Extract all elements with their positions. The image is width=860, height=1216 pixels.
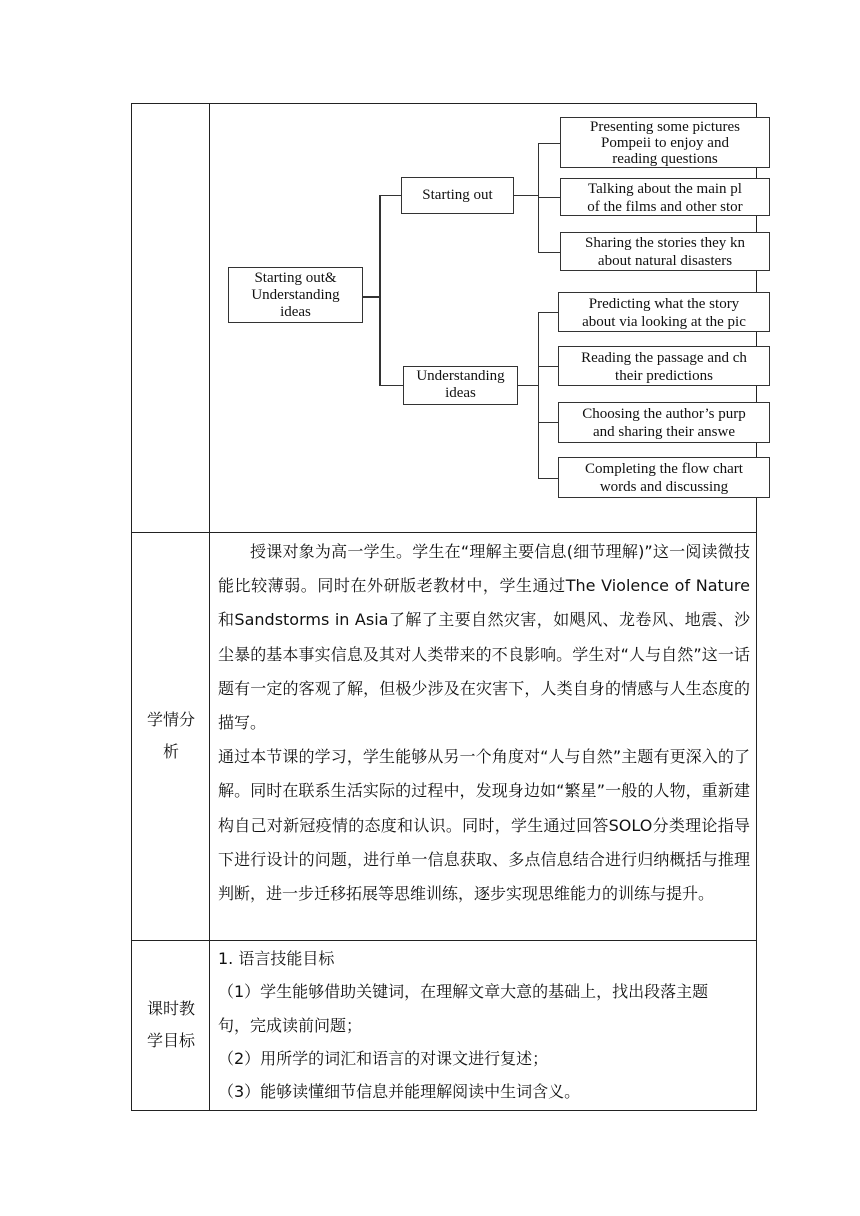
objectives-label-line: 课时教 bbox=[146, 999, 195, 1018]
objectives-item: （3）能够读懂细节信息并能理解阅读中生词含义。 bbox=[218, 1082, 581, 1102]
objectives-item: 句，完成读前问题； bbox=[218, 1015, 363, 1035]
analysis-paragraph: 授课对象为高一学生。学生在“理解主要信息(细节理解)”这一阅读微技能比较薄弱。同时在外研版老教材中，学生通过The Violence of Nature和Sandstorms in Asia了解了主要自然灾害，如飓风、龙卷风、地震、沙尘暴的基本事实信息及其对人类带来的不良影响。学生对“人与自然”这一话题有一定的客观了解，但极少涉及在灾害下，人类自身的情感与人生态度的描写。 bbox=[218, 542, 750, 733]
objectives-item: （1）学生能够借助关键词，在理解文章大意的基础上，找出段落主题 bbox=[218, 982, 709, 1002]
column-divider bbox=[209, 103, 210, 1111]
connector bbox=[538, 143, 539, 253]
diagram-leaf-box: Talking about the main pl of the films and other stor bbox=[560, 178, 770, 216]
analysis-label bbox=[132, 704, 210, 768]
diagram-branch-box: Starting out bbox=[401, 177, 514, 214]
connector bbox=[538, 366, 558, 367]
connector bbox=[514, 195, 539, 196]
connector bbox=[538, 143, 560, 144]
objectives-text bbox=[218, 942, 752, 1108]
analysis-label-line: 析 bbox=[162, 742, 179, 761]
connector bbox=[538, 197, 560, 198]
objectives-label bbox=[132, 993, 210, 1057]
diagram-branch-box: Understanding ideas bbox=[403, 366, 518, 405]
objectives-heading: 1. 语言技能目标 bbox=[218, 949, 335, 968]
analysis-label-line: 学情分 bbox=[146, 710, 195, 729]
diagram-leaf-box: Sharing the stories they kn about natural disasters bbox=[560, 232, 770, 271]
connector bbox=[379, 195, 401, 196]
connector bbox=[538, 312, 539, 479]
connector bbox=[538, 252, 560, 253]
diagram-leaf-box: Predicting what the story about via looking at the pic bbox=[558, 292, 770, 332]
objectives-label-line: 学目标 bbox=[146, 1031, 195, 1050]
connector bbox=[538, 422, 558, 423]
analysis-text bbox=[218, 535, 750, 911]
diagram-leaf-box: Reading the passage and ch their predictions bbox=[558, 346, 770, 386]
connector bbox=[538, 312, 558, 313]
connector bbox=[363, 296, 380, 298]
row-divider bbox=[131, 940, 757, 941]
row-divider bbox=[131, 532, 757, 533]
analysis-paragraph: 通过本节课的学习，学生能够从另一个角度对“人与自然”主题有更深入的了解。同时在联系生活实际的过程中，发现身边如“繁星”一般的人物，重新建构自己对新冠疫情的态度和认识。同时，学生通过回答SOLO分类理论指导下进行设计的问题，进行单一信息获取、多点信息结合进行归纳概括与推理判断，进一步迁移拓展等思维训练，逐步实现思维能力的训练与提升。 bbox=[218, 747, 750, 904]
diagram-leaf-box: Choosing the author’s purp and sharing their answe bbox=[558, 402, 770, 443]
objectives-item: （2）用所学的词汇和语言的对课文进行复述； bbox=[218, 1048, 549, 1068]
diagram-root-box: Starting out& Understanding ideas bbox=[228, 267, 363, 323]
connector bbox=[379, 385, 403, 386]
connector bbox=[379, 196, 381, 386]
connector bbox=[538, 478, 558, 479]
diagram-leaf-box: Presenting some pictures Pompeii to enjoy and reading questions bbox=[560, 117, 770, 168]
connector bbox=[518, 385, 539, 386]
diagram-leaf-box: Completing the flow chart words and discussing bbox=[558, 457, 770, 498]
